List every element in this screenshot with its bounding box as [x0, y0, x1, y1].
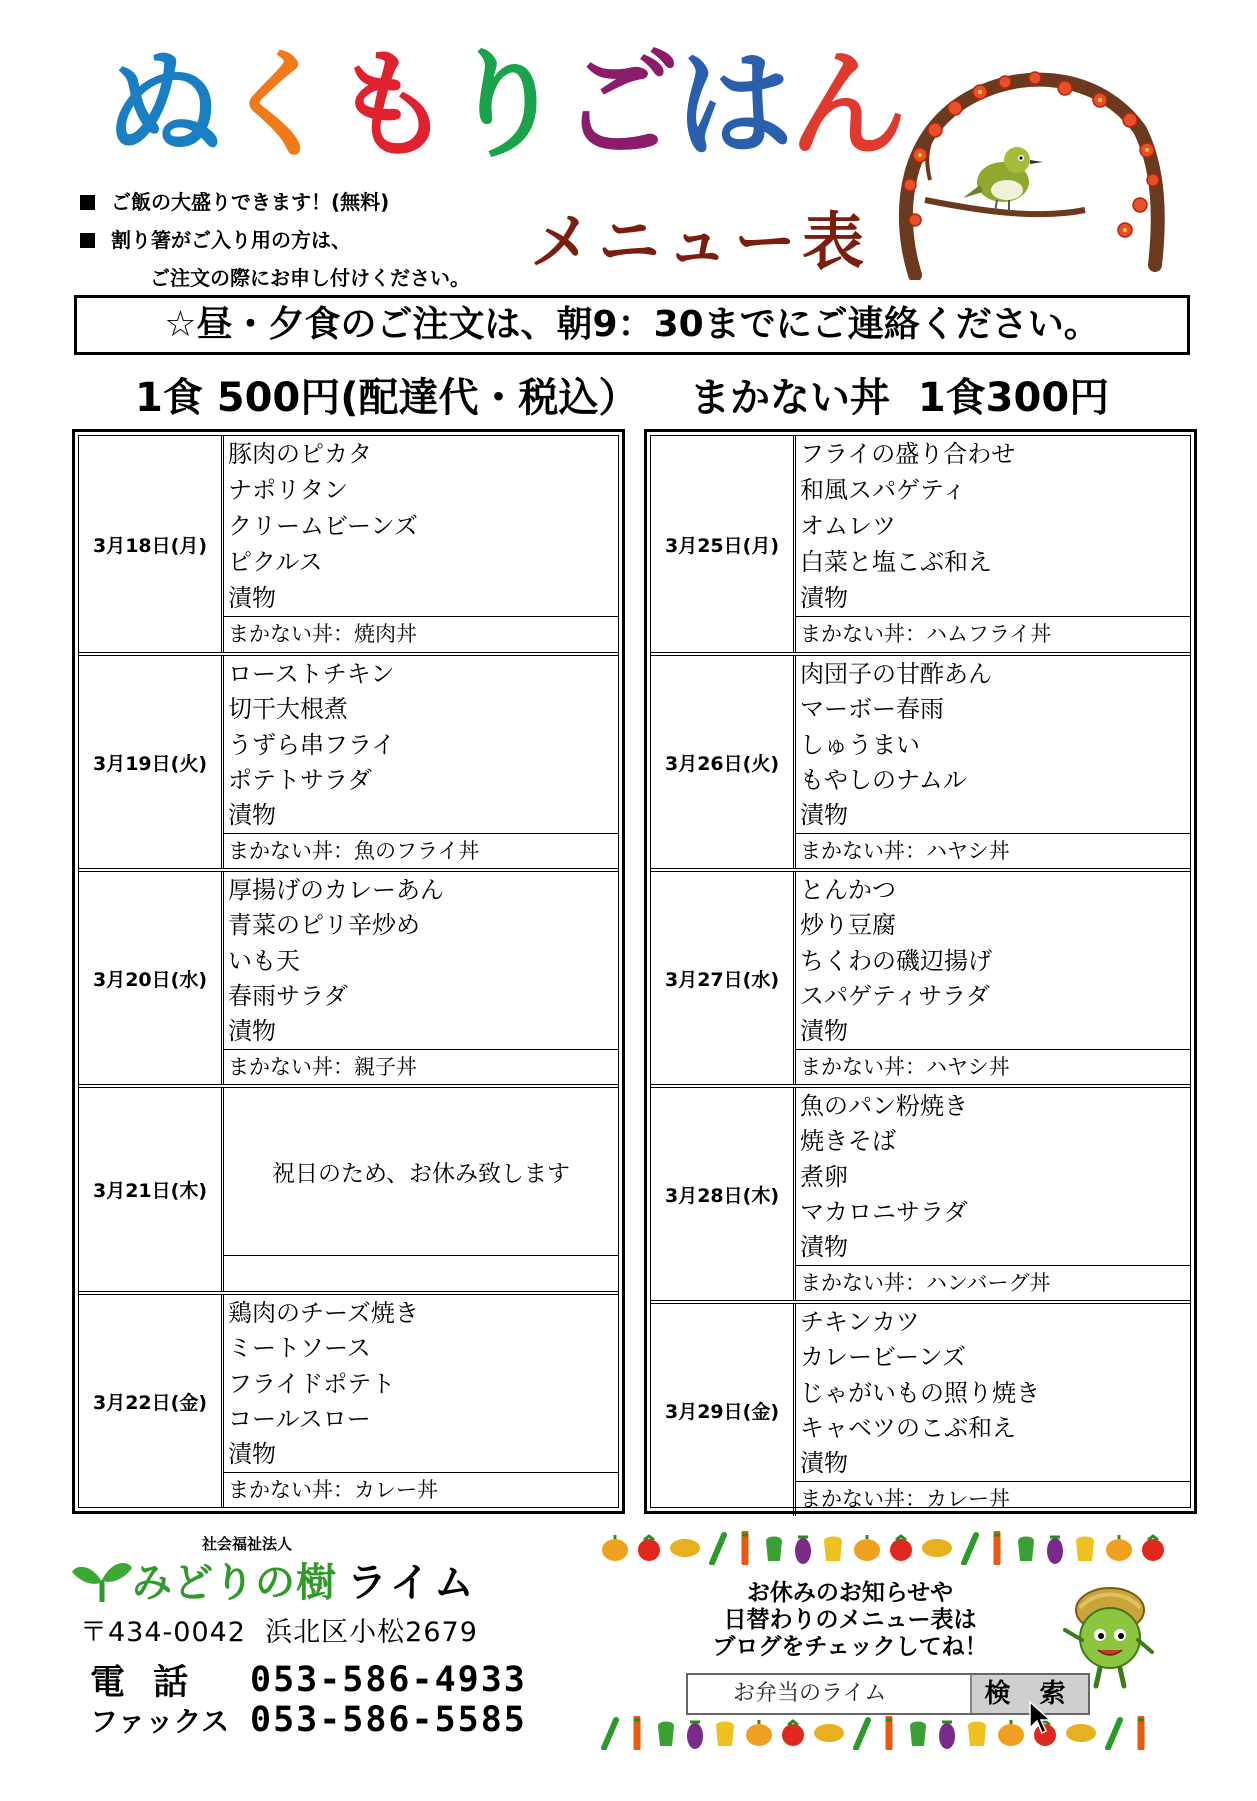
- menu-items: [796, 872, 1190, 1084]
- menu-items: [796, 436, 1190, 652]
- vegetable-icon: [878, 1716, 900, 1754]
- note-text: 割り箸がご入り用の方は、: [111, 228, 351, 252]
- menu-item: うずら串フライ: [228, 730, 396, 759]
- vegetable-icon: [920, 1536, 954, 1564]
- vegetable-icon: [906, 1718, 930, 1752]
- menu-day: [651, 436, 1190, 652]
- menu-item: コールスロー: [228, 1404, 371, 1433]
- menu-item: じゃがいもの照り焼き: [800, 1378, 1040, 1407]
- menu-item: 漬物: [228, 801, 276, 830]
- menu-item: しゅうまい: [800, 730, 920, 759]
- menu-date: 3月28日(木): [651, 1088, 796, 1300]
- blog-message: [690, 1580, 1010, 1661]
- vegetable-icon: [1014, 1533, 1038, 1567]
- menu-day: [79, 1291, 618, 1507]
- menu-item: 肉団子の甘酢あん: [800, 660, 992, 688]
- menu-date: 3月18日(月): [79, 436, 224, 652]
- menu-item: ミートソース: [228, 1334, 371, 1363]
- menu-item: カレービーンズ: [800, 1343, 966, 1372]
- menu-day: [651, 868, 1190, 1084]
- menu-date: 3月20日(水): [79, 872, 224, 1084]
- menu-item: キャベツのこぶ和え: [800, 1413, 1016, 1442]
- vegetable-icon: [960, 1531, 980, 1569]
- menu-item: 漬物: [800, 1449, 848, 1478]
- vegetable-icon: [964, 1718, 990, 1752]
- search-button: 検 索: [970, 1675, 1088, 1713]
- vegetable-icon: [820, 1533, 846, 1567]
- vegetable-icon: [600, 1534, 630, 1566]
- vegetable-icon: [684, 1716, 706, 1754]
- bullet-icon: [80, 233, 95, 248]
- menu-items: [224, 1295, 618, 1507]
- org-name: [72, 1551, 478, 1608]
- menu-date: 3月27日(水): [651, 872, 796, 1084]
- phone-line: [90, 1655, 527, 1705]
- donburi-price: まかない丼 1食300円: [690, 375, 1110, 421]
- menu-table-inner: [650, 435, 1191, 1511]
- menu-items: [224, 656, 618, 868]
- donburi-item: まかない丼：カレー丼: [224, 1472, 618, 1507]
- org-prefix: 社会福祉法人: [202, 1535, 293, 1553]
- title-char: ん: [789, 36, 904, 174]
- note-chopsticks-cont: ご注文の際にお申し付けください。: [150, 266, 470, 290]
- donburi-item: まかない丼：焼肉丼: [224, 616, 618, 652]
- vegetable-icon: [744, 1719, 774, 1751]
- menu-day: [651, 1084, 1190, 1300]
- fax-number: 053-586-5585: [250, 1700, 527, 1740]
- title-char: は: [675, 36, 790, 174]
- menu-table-week2: [644, 429, 1197, 1514]
- note-large-rice: [80, 183, 470, 221]
- menu-item: 切干大根煮: [228, 695, 348, 724]
- menu-item: フライの盛り合わせ: [800, 440, 1016, 468]
- vegetable-icon: [1104, 1716, 1124, 1754]
- menu-item: ちくわの磯辺揚げ: [800, 946, 992, 975]
- menu-item: 魚のパン粉焼き: [800, 1092, 968, 1120]
- menu-title: [105, 30, 903, 180]
- donburi-item: まかない丼：親子丼: [224, 1049, 618, 1084]
- vegetable-icon: [734, 1531, 756, 1569]
- menu-day: [79, 1084, 618, 1291]
- menu-item: スパゲティサラダ: [800, 981, 990, 1010]
- vegetable-icon: [1130, 1716, 1152, 1754]
- menu-item: マカロニサラダ: [800, 1197, 968, 1226]
- menu-item: 漬物: [228, 584, 276, 612]
- vegetable-icon: [1044, 1531, 1066, 1569]
- fax-line: [90, 1700, 527, 1740]
- vegetable-icon: [668, 1536, 702, 1564]
- org-name-green: みどりの樹: [132, 1560, 337, 1606]
- vegetable-icon: [636, 1534, 662, 1566]
- search-input: お弁当のライム: [733, 1681, 887, 1706]
- mouse-cursor-icon: [1028, 1700, 1054, 1736]
- donburi-item: まかない丼：カレー丼: [796, 1481, 1190, 1516]
- menu-item: 漬物: [800, 584, 848, 612]
- menu-item: 春雨サラダ: [228, 981, 348, 1010]
- menu-items: [796, 1088, 1190, 1300]
- vegetable-icon: [852, 1716, 872, 1754]
- vegetable-icon: [1064, 1721, 1098, 1749]
- menu-items: [796, 656, 1190, 868]
- menu-item: 漬物: [800, 1017, 848, 1046]
- menu-item: マーボー春雨: [800, 695, 944, 724]
- menu-item: 厚揚げのカレーあん: [228, 876, 444, 904]
- menu-date: 3月21日(木): [79, 1088, 224, 1291]
- vegetable-icon: [762, 1533, 786, 1567]
- vegetable-icon: [996, 1719, 1026, 1751]
- menu-date: 3月19日(火): [79, 656, 224, 868]
- title-char: も: [333, 36, 448, 174]
- donburi-item: まかない丼：ハヤシ丼: [796, 833, 1190, 868]
- menu-item: 漬物: [800, 1233, 848, 1262]
- blog-line: 日替わりのメニュー表は: [723, 1607, 977, 1633]
- vegetable-icon: [1140, 1534, 1166, 1566]
- donburi-item: まかない丼：ハヤシ丼: [796, 1049, 1190, 1084]
- sprout-icon: [72, 1558, 132, 1602]
- menu-item: オムレツ: [800, 512, 896, 540]
- menu-item: 焼きそば: [800, 1127, 896, 1156]
- org-name-black: ライム: [347, 1560, 478, 1606]
- menu-item: いも天: [228, 946, 300, 975]
- donburi-line-empty: [224, 1255, 618, 1291]
- menu-day: [79, 868, 618, 1084]
- vegetable-icon: [654, 1718, 678, 1752]
- vegetable-icon: [780, 1719, 806, 1751]
- menu-item: 白菜と塩こぶ和え: [800, 548, 992, 576]
- menu-item: 漬物: [800, 801, 848, 830]
- menu-date: 3月25日(月): [651, 436, 796, 652]
- phone-number: 053-586-4933: [250, 1660, 527, 1700]
- vegetable-icon: [936, 1716, 958, 1754]
- menu-items: [224, 1088, 618, 1291]
- menu-items: [224, 872, 618, 1084]
- menu-table-week1: [72, 429, 625, 1514]
- menu-items: [796, 1304, 1190, 1516]
- menu-item: ピクルス: [228, 548, 323, 576]
- vegetable-icon: [1072, 1533, 1098, 1567]
- menu-item: 炒り豆腐: [800, 911, 896, 940]
- donburi-item: まかない丼：ハンバーグ丼: [796, 1265, 1190, 1300]
- menu-day: [651, 652, 1190, 868]
- title-char: ご: [561, 36, 676, 174]
- title-char: ぬ: [105, 36, 220, 174]
- menu-item: 青菜のピリ辛炒め: [228, 911, 420, 940]
- menu-item: 和風スパゲティ: [800, 476, 967, 504]
- menu-date: 3月29日(金): [651, 1304, 796, 1516]
- menu-item: 漬物: [228, 1017, 276, 1046]
- menu-item: 煮卵: [800, 1162, 848, 1191]
- vegetable-icon: [812, 1721, 846, 1749]
- vegetable-icon: [600, 1716, 620, 1754]
- vegetable-icon: [852, 1534, 882, 1566]
- vegetable-icon: [986, 1531, 1008, 1569]
- menu-day: [79, 652, 618, 868]
- vegetable-icon: [1104, 1534, 1134, 1566]
- vegetable-icon: [708, 1531, 728, 1569]
- menu-item: とんかつ: [800, 876, 896, 904]
- plum-branch-bird-icon: [885, 60, 1170, 280]
- meal-price: 1食 500円(配達代・税込）: [135, 375, 639, 421]
- address: 〒434-0042 浜北区小松2679: [80, 1617, 478, 1648]
- vegetable-icon: [712, 1718, 738, 1752]
- menu-item: フライドポテト: [228, 1369, 396, 1398]
- menu-item: もやしのナムル: [800, 765, 967, 794]
- menu-item: クリームビーンズ: [228, 512, 418, 540]
- fax-label: ファックス: [90, 1705, 230, 1738]
- vegetable-icon: [626, 1716, 648, 1754]
- order-deadline-notice: ☆昼・夕食のご注文は、朝9：30までにご連絡ください。: [74, 295, 1190, 355]
- menu-date: 3月22日(金): [79, 1295, 224, 1507]
- menu-item: ローストチキン: [228, 660, 395, 688]
- note-chopsticks: [80, 221, 470, 259]
- menu-table-inner: [78, 435, 619, 1508]
- title-char: く: [219, 36, 334, 174]
- menu-item: 鶏肉のチーズ焼き: [228, 1299, 419, 1327]
- blog-line: ブログをチェックしてね！: [712, 1634, 988, 1660]
- holiday-notice: 祝日のため、お休み致します: [271, 1161, 571, 1187]
- donburi-item: まかない丼：ハムフライ丼: [796, 616, 1190, 652]
- menu-day: [79, 436, 618, 652]
- title-char: り: [447, 36, 562, 174]
- bullet-icon: [80, 195, 95, 210]
- menu-subtitle: メニュー表: [530, 205, 871, 278]
- menu-items: [224, 436, 618, 652]
- menu-date: 3月26日(火): [651, 656, 796, 868]
- vegetable-icon: [888, 1534, 914, 1566]
- vegetable-icon: [792, 1531, 814, 1569]
- menu-item: 漬物: [228, 1440, 276, 1469]
- vegetable-border-bottom: [600, 1715, 1160, 1755]
- menu-day: [651, 1300, 1190, 1516]
- donburi-item: まかない丼：魚のフライ丼: [224, 833, 618, 868]
- note-text: ご飯の大盛りできます！(無料): [111, 190, 390, 214]
- notes: [80, 183, 470, 297]
- vegetable-border-top: [600, 1530, 1160, 1570]
- blog-line: お休みのお知らせや: [746, 1580, 954, 1606]
- menu-item: 豚肉のピカタ: [228, 440, 372, 468]
- menu-item: ナポリタン: [228, 476, 348, 504]
- phone-label: 電 話: [90, 1663, 197, 1703]
- menu-item: チキンカツ: [800, 1308, 920, 1336]
- menu-item: ポテトサラダ: [228, 765, 372, 794]
